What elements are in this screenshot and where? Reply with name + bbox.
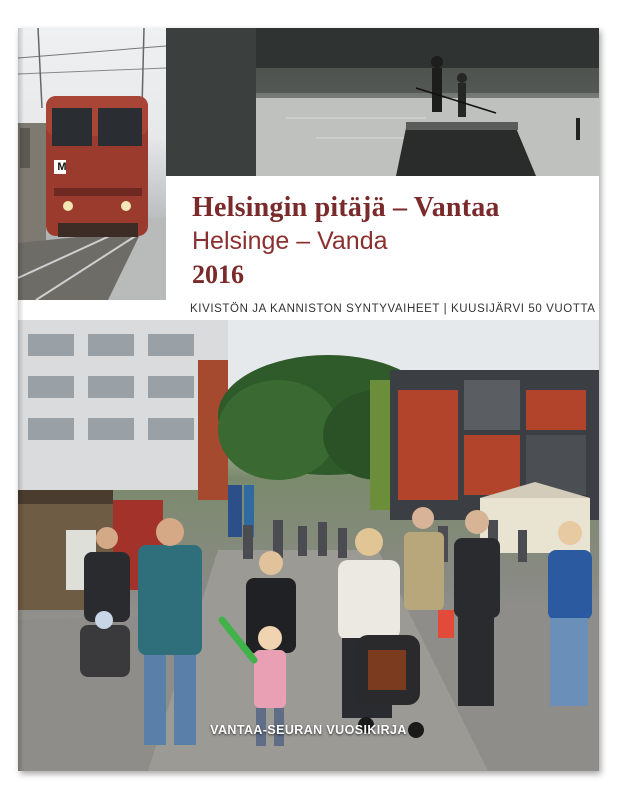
spine-shadow <box>18 28 24 771</box>
book-year: 2016 <box>192 260 244 289</box>
book-title-swedish: Helsinge – Vanda <box>192 227 388 255</box>
street-photo <box>18 320 599 771</box>
train-route-sign: M <box>57 161 67 173</box>
publisher-label: VANTAA-SEURAN VUOSIKIRJA <box>210 723 407 737</box>
book-cover <box>18 28 599 771</box>
train-photo <box>18 28 166 300</box>
book-subtitle: KIVISTÖN JA KANNISTON SYNTYVAIHEET | KUUSIJÄRVI 50 VUOTTA <box>190 303 596 315</box>
title-panel <box>166 176 599 300</box>
book-title-finnish: Helsingin pitäjä – Vantaa <box>192 192 500 223</box>
pier-photo <box>166 28 599 176</box>
